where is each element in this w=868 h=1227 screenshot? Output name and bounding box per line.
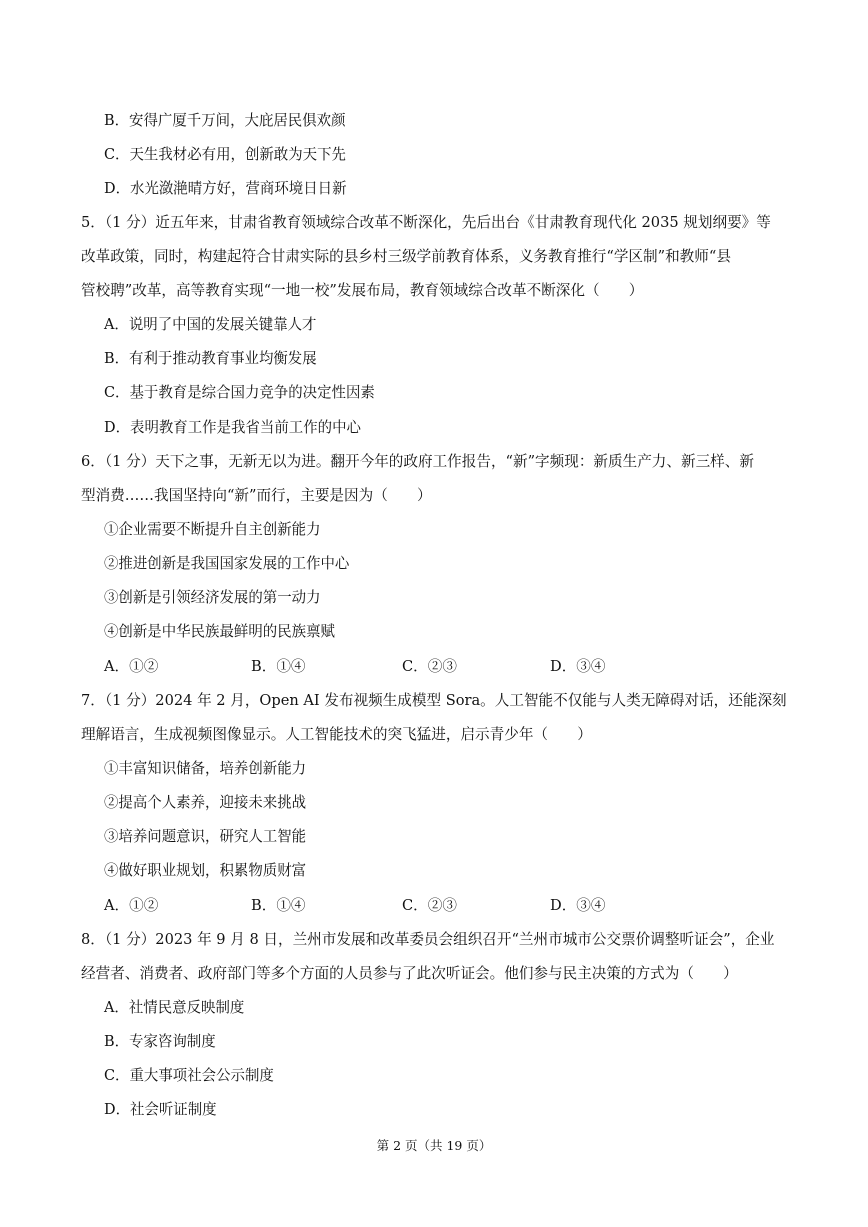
q7-stem-line-2: 理解语言，生成视频图像显示。人工智能技术的突飞猛进，启示青少年（ ） [81, 726, 592, 743]
q6-choice-d: D．③④ [550, 658, 606, 675]
q5-option-a: A．说明了中国的发展关键靠人才 [104, 316, 317, 333]
q8-option-b: B．专家咨询制度 [104, 1033, 216, 1050]
q6-statement-4: ④创新是中华民族最鲜明的民族禀赋 [104, 623, 335, 640]
q7-statement-1: ①丰富知识储备，培养创新能力 [104, 760, 307, 777]
q8-stem-line-1: 8．（1 分）2023 年 9 月 8 日，兰州市发展和改革委员会组织召开“兰州市城市公交票价调整听证会”，企业 [81, 931, 775, 948]
q6-statement-1: ①企业需要不断提升自主创新能力 [104, 521, 321, 538]
q7-stem-line-1: 7．（1 分）2024 年 2 月，Open AI 发布视频生成模型 Sora。人工智能不仅能与人类无障碍对话，还能深刻 [81, 692, 787, 709]
q6-choice-b: B．①④ [251, 658, 306, 675]
q4-option-c: C．天生我材必有用，创新敢为天下先 [104, 146, 346, 163]
q6-choices [104, 657, 704, 677]
q8-option-d: D．社会听证制度 [104, 1101, 217, 1118]
q7-statement-2: ②提高个人素养，迎接未来挑战 [104, 794, 307, 811]
q5-stem-line-1: 5．（1 分）近五年来，甘肃省教育领域综合改革不断深化，先后出台《甘肃教育现代化 2035 规划纲要》等 [81, 214, 771, 231]
q7-statement-4: ④做好职业规划，积累物质财富 [104, 862, 307, 879]
q6-choice-c: C．②③ [402, 658, 457, 675]
q5-stem-line-3: 管校聘”改革，高等教育实现“一地一校”发展布局，教育领域综合改革不断深化（ ） [81, 282, 644, 299]
q7-choice-a: A．①② [104, 897, 159, 914]
q6-stem-line-1: 6．（1 分）天下之事，无新无以为进。翻开今年的政府工作报告，“新”字频现：新质生产力、新三样、新 [81, 453, 754, 470]
q5-option-c: C．基于教育是综合国力竞争的决定性因素 [104, 384, 375, 401]
q7-statement-3: ③培养问题意识，研究人工智能 [104, 828, 307, 845]
q6-choice-a: A．①② [104, 658, 159, 675]
q8-stem-line-2: 经营者、消费者、政府部门等多个方面的人员参与了此次听证会。他们参与民主决策的方式为（ ） [81, 965, 738, 982]
q4-option-d: D．水光潋滟晴方好，营商环境日日新 [104, 180, 347, 197]
q8-option-c: C．重大事项社会公示制度 [104, 1067, 274, 1084]
page-footer: 第 2 页（共 19 页） [376, 1138, 492, 1153]
q7-choice-c: C．②③ [402, 897, 457, 914]
q6-statement-2: ②推进创新是我国国家发展的工作中心 [104, 555, 350, 572]
q7-choice-d: D．③④ [550, 897, 606, 914]
q6-statement-3: ③创新是引领经济发展的第一动力 [104, 589, 321, 606]
q7-choice-b: B．①④ [251, 897, 306, 914]
q5-option-d: D．表明教育工作是我省当前工作的中心 [104, 419, 361, 436]
q5-option-b: B．有利于推动教育事业均衡发展 [104, 350, 317, 367]
q6-stem-line-2: 型消费……我国坚持向“新”而行，主要是因为（ ） [81, 487, 432, 504]
q5-stem-line-2: 改革政策，同时，构建起符合甘肃实际的县乡村三级学前教育体系，义务教育推行“学区制”和教师“县 [81, 248, 731, 265]
q8-option-a: A．社情民意反映制度 [104, 999, 245, 1016]
q4-option-b: B．安得广厦千万间，大庇居民俱欢颜 [104, 112, 346, 129]
q7-choices [104, 896, 704, 916]
